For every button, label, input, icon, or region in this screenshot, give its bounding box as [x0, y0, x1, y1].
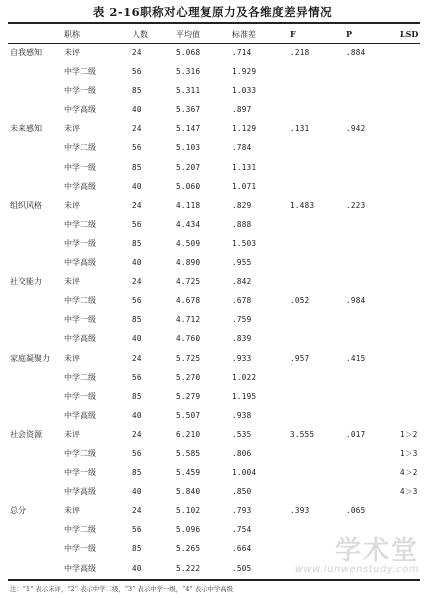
cell-p: .984 [346, 296, 366, 306]
cell-dimension [8, 234, 64, 253]
table-row [8, 387, 420, 406]
cell-p [346, 329, 400, 348]
cell-title: 未评 [64, 353, 80, 363]
cell-mean: 5.725 [176, 353, 201, 363]
table-row [8, 406, 420, 425]
table-row [8, 81, 420, 100]
cell-dimension [8, 62, 64, 81]
cell-sd: .754 [232, 525, 252, 535]
cell-n: 40 [132, 563, 142, 573]
table-row [8, 559, 420, 578]
cell-lsd [400, 196, 420, 215]
cell-mean: 5.270 [176, 372, 201, 382]
header-f: F [290, 29, 296, 39]
cell-lsd: 4＞3 [400, 487, 418, 497]
cell-title: 未评 [64, 429, 80, 439]
cell-dimension [8, 520, 64, 539]
cell-dimension: 家庭凝聚力 [10, 353, 50, 363]
cell-mean: 5.585 [176, 448, 201, 458]
cell-p: .017 [346, 429, 366, 439]
cell-lsd: 4＞2 [400, 468, 418, 478]
cell-lsd [400, 329, 420, 348]
table-title: 表 2-16职称对心理复原力及各维度差异情况 [92, 5, 333, 19]
cell-dimension [8, 81, 64, 100]
cell-p [346, 406, 400, 425]
cell-sd: 1.022 [232, 372, 257, 382]
cell-mean: 4.725 [176, 277, 201, 287]
cell-sd: .535 [232, 429, 252, 439]
table-row [8, 349, 420, 368]
cell-dimension [8, 158, 64, 177]
cell-title: 中学一级 [64, 315, 96, 325]
cell-n: 24 [132, 353, 142, 363]
cell-p [346, 310, 400, 329]
cell-f [290, 559, 346, 578]
cell-f [290, 406, 346, 425]
cell-lsd [400, 253, 420, 272]
cell-mean: 4.890 [176, 258, 201, 268]
cell-sd: .839 [232, 334, 252, 344]
cell-dimension [8, 387, 64, 406]
cell-n: 40 [132, 181, 142, 191]
cell-title: 中学高级 [64, 487, 96, 497]
cell-title: 中学二级 [64, 448, 96, 458]
cell-p: .415 [346, 353, 366, 363]
cell-f [290, 177, 346, 196]
cell-n: 85 [132, 468, 142, 478]
cell-n: 56 [132, 219, 142, 229]
cell-lsd [400, 387, 420, 406]
cell-dimension [8, 329, 64, 348]
table-row [8, 138, 420, 157]
cell-lsd [400, 177, 420, 196]
cell-lsd [400, 310, 420, 329]
header-n: 人数 [132, 30, 148, 39]
cell-title: 中学一级 [64, 238, 96, 248]
cell-dimension [8, 444, 64, 463]
table-row [8, 158, 420, 177]
cell-dimension [8, 291, 64, 310]
cell-dimension [8, 215, 64, 234]
cell-sd: .759 [232, 315, 252, 325]
cell-n: 40 [132, 487, 142, 497]
cell-title: 中学二级 [64, 67, 96, 77]
cell-mean: 6.210 [176, 429, 201, 439]
table-row [8, 310, 420, 329]
cell-title: 中学二级 [64, 143, 96, 153]
cell-dimension: 自我感知 [10, 48, 42, 57]
cell-p [346, 387, 400, 406]
cell-mean: 5.147 [176, 124, 201, 134]
cell-sd: .806 [232, 448, 252, 458]
table-row [8, 234, 420, 253]
cell-f: .957 [290, 353, 310, 363]
cell-mean: 4.678 [176, 296, 201, 306]
cell-sd: .897 [232, 105, 252, 115]
cell-sd: 1.503 [232, 238, 257, 248]
cell-mean: 5.279 [176, 391, 201, 401]
table-row [8, 196, 420, 215]
table-row [8, 444, 420, 463]
cell-p: .065 [346, 506, 366, 516]
cell-n: 40 [132, 410, 142, 420]
cell-dimension: 未来感知 [10, 124, 42, 134]
cell-mean: 5.222 [176, 563, 201, 573]
cell-lsd [400, 138, 420, 157]
cell-p [346, 138, 400, 157]
cell-f: 1.483 [290, 200, 315, 210]
cell-sd: .793 [232, 506, 252, 516]
cell-p [346, 62, 400, 81]
cell-title: 中学一级 [64, 86, 96, 96]
cell-f [290, 62, 346, 81]
cell-dimension: 社会资源 [10, 429, 42, 439]
cell-n: 40 [132, 105, 142, 115]
cell-lsd [400, 100, 420, 119]
cell-n: 56 [132, 525, 142, 535]
cell-sd: 1.131 [232, 162, 257, 172]
cell-lsd [400, 539, 420, 558]
header-dimension [8, 26, 64, 43]
cell-sd: .933 [232, 353, 252, 363]
table-row [8, 501, 420, 520]
cell-lsd: 1＞2 [400, 429, 418, 439]
cell-f: .052 [290, 296, 310, 306]
cell-dimension [8, 253, 64, 272]
cell-sd: .664 [232, 544, 252, 554]
cell-p [346, 559, 400, 578]
cell-n: 56 [132, 67, 142, 77]
cell-title: 中学一级 [64, 162, 96, 172]
cell-mean: 4.509 [176, 238, 201, 248]
cell-p: .223 [346, 200, 366, 210]
cell-mean: 5.459 [176, 468, 201, 478]
cell-p: .884 [346, 48, 366, 57]
cell-sd: .505 [232, 563, 252, 573]
cell-p [346, 463, 400, 482]
cell-n: 85 [132, 544, 142, 554]
header-sd: 标准差 [232, 30, 256, 39]
cell-sd: .678 [232, 296, 252, 306]
watermark-url: www.lunwenstudy.com [294, 564, 419, 575]
cell-n: 40 [132, 334, 142, 344]
cell-lsd [400, 215, 420, 234]
cell-mean: 5.316 [176, 67, 201, 77]
cell-title: 中学一级 [64, 468, 96, 478]
cell-n: 56 [132, 448, 142, 458]
cell-sd: 1.195 [232, 391, 257, 401]
cell-p [346, 444, 400, 463]
cell-n: 85 [132, 391, 142, 401]
cell-title: 中学一级 [64, 391, 96, 401]
table-header [8, 26, 420, 43]
cell-f: .131 [290, 124, 310, 134]
cell-mean: 5.103 [176, 143, 201, 153]
cell-f [290, 234, 346, 253]
cell-f [290, 463, 346, 482]
cell-n: 85 [132, 315, 142, 325]
cell-dimension [8, 482, 64, 501]
cell-title: 未评 [64, 506, 80, 516]
table-body [8, 43, 420, 578]
cell-p: .942 [346, 124, 366, 134]
cell-p [346, 177, 400, 196]
cell-f [290, 387, 346, 406]
cell-f [290, 310, 346, 329]
cell-dimension [8, 310, 64, 329]
cell-n: 56 [132, 372, 142, 382]
table-row [8, 329, 420, 348]
cell-title: 中学高级 [64, 563, 96, 573]
cell-lsd [400, 43, 420, 62]
cell-lsd: 1＞3 [400, 448, 418, 458]
cell-mean: 5.060 [176, 181, 201, 191]
cell-lsd [400, 501, 420, 520]
cell-f [290, 81, 346, 100]
cell-sd: .938 [232, 410, 252, 420]
cell-p [346, 482, 400, 501]
cell-title: 中学高级 [64, 258, 96, 268]
cell-f [290, 253, 346, 272]
header-p: P [346, 29, 353, 39]
cell-mean: 5.367 [176, 105, 201, 115]
cell-p [346, 215, 400, 234]
cell-n: 85 [132, 238, 142, 248]
cell-dimension [8, 368, 64, 387]
cell-p [346, 158, 400, 177]
table-row [8, 482, 420, 501]
cell-dimension: 组织风格 [10, 200, 42, 210]
cell-lsd [400, 520, 420, 539]
cell-lsd [400, 158, 420, 177]
cell-f [290, 158, 346, 177]
cell-title: 中学高级 [64, 334, 96, 344]
stats-table [8, 26, 420, 578]
table-row [8, 100, 420, 119]
header-title: 职称 [64, 30, 80, 39]
cell-lsd [400, 291, 420, 310]
cell-n: 56 [132, 143, 142, 153]
table-row [8, 119, 420, 138]
cell-mean: 5.265 [176, 544, 201, 554]
cell-f: 3.555 [290, 429, 315, 439]
cell-lsd [400, 62, 420, 81]
cell-title: 未评 [64, 200, 80, 210]
cell-p [346, 520, 400, 539]
cell-dimension [8, 100, 64, 119]
cell-dimension [8, 177, 64, 196]
cell-n: 24 [132, 277, 142, 287]
cell-sd: .888 [232, 219, 252, 229]
cell-lsd [400, 368, 420, 387]
cell-p [346, 253, 400, 272]
cell-sd: 1.071 [232, 181, 257, 191]
cell-dimension [8, 138, 64, 157]
cell-f [290, 368, 346, 387]
table-row [8, 539, 420, 558]
cell-f: .218 [290, 48, 310, 57]
cell-sd: .784 [232, 143, 252, 153]
cell-f [290, 138, 346, 157]
cell-f [290, 539, 346, 558]
table-row [8, 43, 420, 62]
cell-title: 未评 [64, 124, 80, 134]
cell-title: 中学二级 [64, 525, 96, 535]
table-row [8, 177, 420, 196]
cell-f [290, 444, 346, 463]
cell-dimension: 总分 [10, 506, 26, 516]
cell-dimension [8, 539, 64, 558]
table-note: 注：“1” 表示未评，“2” 表示中学二级，“3” 表示中学一级，“4” 表示中学高级 [10, 585, 234, 593]
cell-f [290, 272, 346, 291]
cell-title: 中学高级 [64, 181, 96, 191]
cell-sd: .850 [232, 487, 252, 497]
cell-p [346, 234, 400, 253]
cell-mean: 4.118 [176, 200, 201, 210]
table-row [8, 62, 420, 81]
cell-lsd [400, 81, 420, 100]
watermark-text: 学术堂 [334, 536, 419, 566]
table-top-rule [8, 22, 420, 24]
cell-mean: 4.712 [176, 315, 201, 325]
table-row [8, 272, 420, 291]
cell-sd: 1.033 [232, 86, 257, 96]
table-row [8, 425, 420, 444]
cell-lsd [400, 349, 420, 368]
cell-f [290, 100, 346, 119]
cell-dimension [8, 406, 64, 425]
cell-sd: 1.129 [232, 124, 257, 134]
table-bottom-rule [8, 579, 420, 581]
cell-n: 85 [132, 86, 142, 96]
cell-title: 中学高级 [64, 410, 96, 420]
table-row [8, 253, 420, 272]
cell-lsd [400, 559, 420, 578]
cell-title: 中学一级 [64, 544, 96, 554]
cell-mean: 4.760 [176, 334, 201, 344]
cell-sd: .714 [232, 48, 252, 57]
cell-title: 中学二级 [64, 219, 96, 229]
cell-n: 56 [132, 296, 142, 306]
cell-dimension [8, 463, 64, 482]
cell-p [346, 368, 400, 387]
cell-lsd [400, 119, 420, 138]
cell-mean: 5.840 [176, 487, 201, 497]
cell-title: 未评 [64, 277, 80, 287]
cell-title: 中学高级 [64, 105, 96, 115]
table-row [8, 215, 420, 234]
cell-n: 24 [132, 48, 142, 57]
cell-title: 中学二级 [64, 372, 96, 382]
cell-mean: 5.096 [176, 525, 201, 535]
table-row [8, 368, 420, 387]
cell-n: 40 [132, 258, 142, 268]
cell-mean: 5.507 [176, 410, 201, 420]
cell-n: 24 [132, 429, 142, 439]
cell-sd: .829 [232, 200, 252, 210]
cell-mean: 5.068 [176, 48, 201, 57]
cell-p [346, 81, 400, 100]
table-row [8, 463, 420, 482]
cell-title: 中学二级 [64, 296, 96, 306]
cell-lsd [400, 272, 420, 291]
cell-lsd [400, 406, 420, 425]
cell-sd: .842 [232, 277, 252, 287]
cell-f [290, 482, 346, 501]
cell-n: 24 [132, 506, 142, 516]
cell-lsd [400, 234, 420, 253]
cell-mean: 4.434 [176, 219, 201, 229]
table-row [8, 520, 420, 539]
cell-n: 24 [132, 200, 142, 210]
cell-sd: .955 [232, 258, 252, 268]
cell-n: 85 [132, 162, 142, 172]
cell-dimension: 社交能力 [10, 277, 42, 287]
cell-f: .393 [290, 506, 310, 516]
cell-p [346, 272, 400, 291]
header-lsd: LSD [400, 29, 419, 39]
cell-mean: 5.102 [176, 506, 201, 516]
cell-p [346, 539, 400, 558]
cell-f [290, 520, 346, 539]
cell-sd: 1.929 [232, 67, 257, 77]
table-row [8, 291, 420, 310]
cell-sd: 1.004 [232, 468, 257, 478]
cell-f [290, 215, 346, 234]
header-mean: 平均值 [176, 30, 200, 39]
cell-dimension [8, 559, 64, 578]
cell-p [346, 100, 400, 119]
cell-mean: 5.207 [176, 162, 201, 172]
cell-title: 未评 [64, 48, 80, 57]
cell-n: 24 [132, 124, 142, 134]
cell-mean: 5.311 [176, 86, 201, 96]
cell-f [290, 329, 346, 348]
